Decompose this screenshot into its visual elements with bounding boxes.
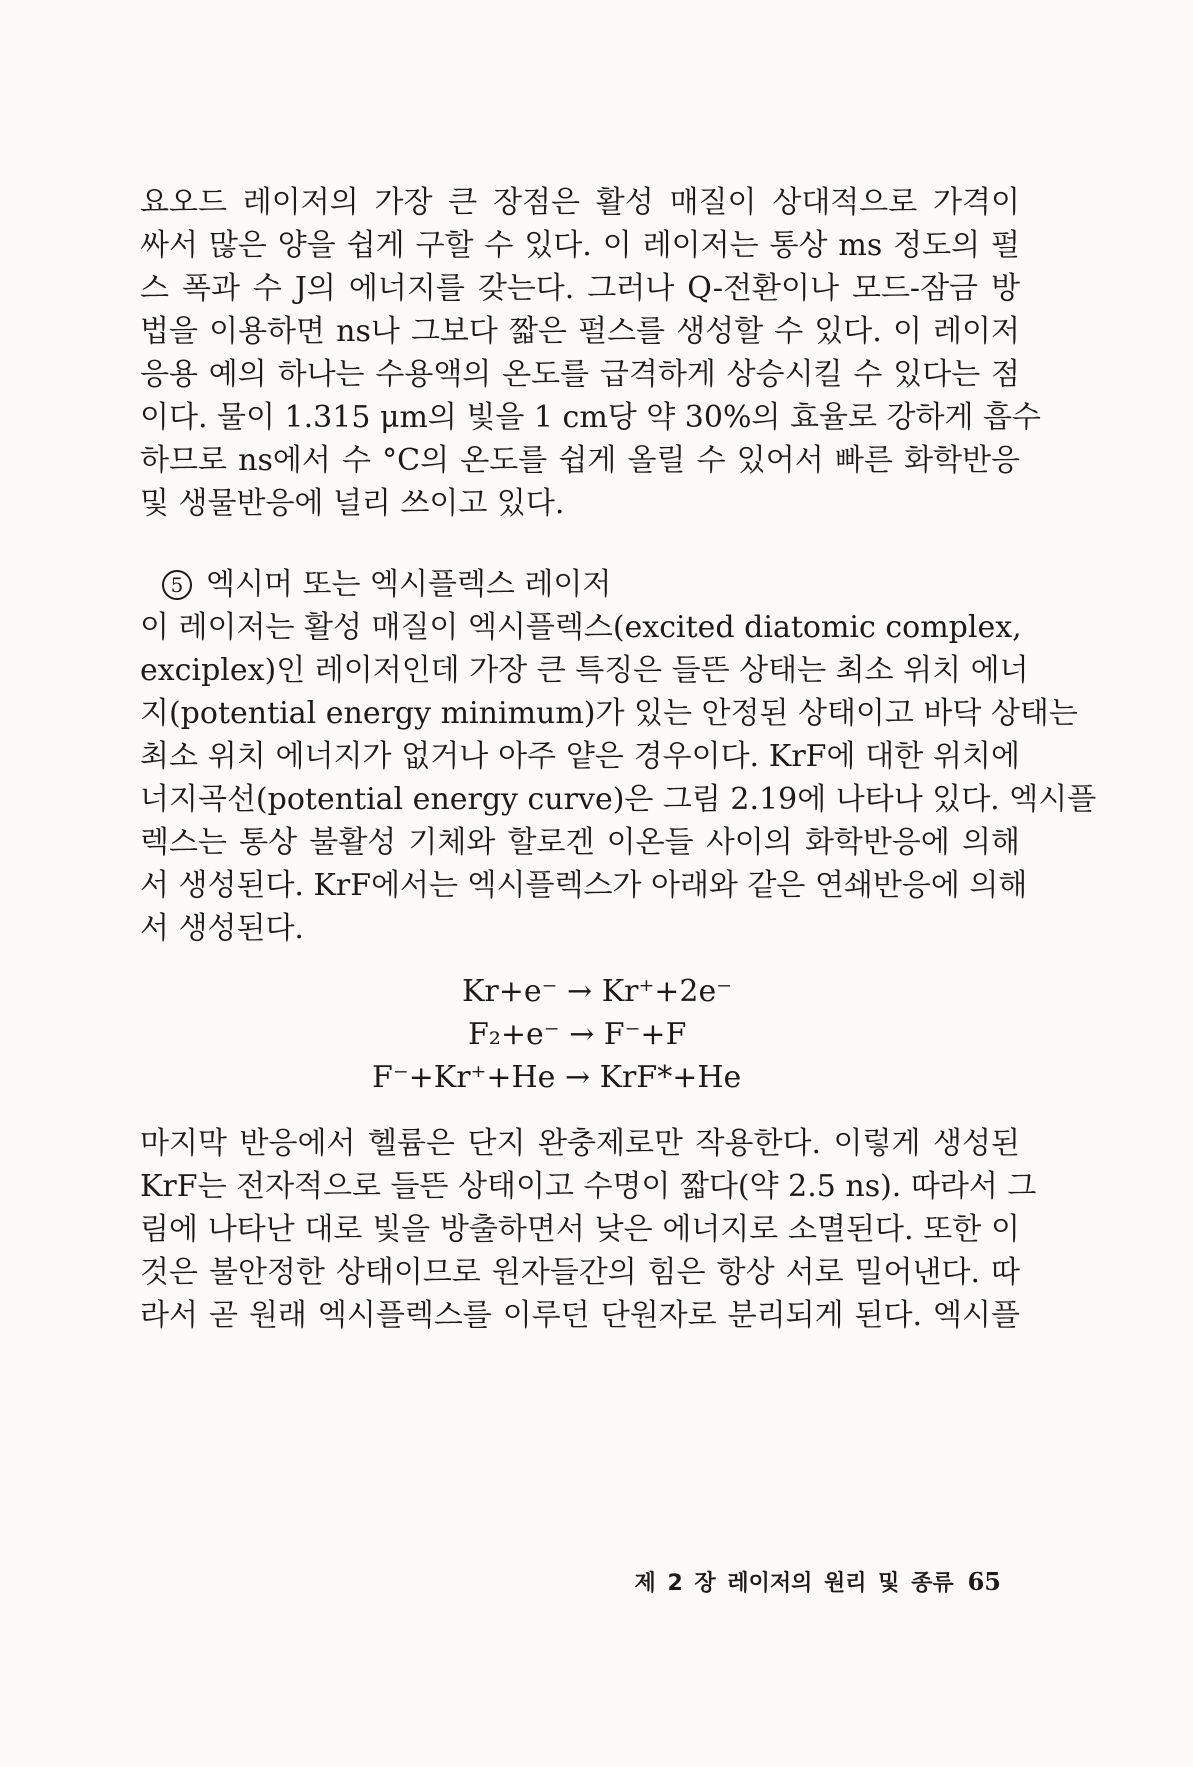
chapter-title: 제 2 장 레이저의 원리 및 종류 bbox=[634, 1571, 954, 1596]
section-number: 5 bbox=[162, 570, 192, 600]
paragraph2-line: 서 생성된다. bbox=[140, 911, 304, 946]
paragraph2-line: exciplex)인 레이저인데 가장 큰 특징은 들뜬 상태는 최소 위치 에너 bbox=[140, 653, 1029, 688]
paragraph2-line: 서 생성된다. KrF에서는 엑시플렉스가 아래와 같은 연쇄반응에 의해 bbox=[140, 868, 1028, 903]
paragraph2-line: 렉스는 통상 불활성 기체와 할로겐 이온들 사이의 화학반응에 의해 bbox=[140, 825, 1020, 860]
paragraph3-line: KrF는 전자적으로 들뜬 상태이고 수명이 짧다(약 2.5 ns). 따라서 그 bbox=[140, 1169, 1037, 1204]
paragraph1-line: 및 생물반응에 널리 쓰이고 있다. bbox=[140, 486, 565, 521]
paragraph1-line: 요오드 레이저의 가장 큰 장점은 활성 매질이 상대적으로 가격이 bbox=[140, 185, 1020, 220]
paragraph1-line: 스 폭과 수 J의 에너지를 갖는다. 그러나 Q-전환이나 모드-잠금 방 bbox=[140, 271, 1020, 306]
section-title: 엑시머 또는 엑시플렉스 레이저 bbox=[206, 567, 612, 602]
paragraph3-line: 것은 불안정한 상태이므로 원자들간의 힘은 항상 서로 밀어낸다. 따 bbox=[140, 1255, 1020, 1290]
page-number: 65 bbox=[967, 1567, 1001, 1596]
paragraph2-line: 너지곡선(potential energy curve)은 그림 2.19에 나타나 있다. 엑시플 bbox=[140, 782, 1097, 817]
paragraph3-line: 마지막 반응에서 헬륨은 단지 완충제로만 작용한다. 이렇게 생성된 bbox=[140, 1126, 1020, 1161]
paragraph1-line: 법을 이용하면 ns나 그보다 짧은 펄스를 생성할 수 있다. 이 레이저 bbox=[140, 314, 1020, 349]
paragraph1-line: 싸서 많은 양을 쉽게 구할 수 있다. 이 레이저는 통상 ms 정도의 펄 bbox=[140, 228, 1020, 263]
equation-1: Kr+e⁻ → Kr⁺+2e⁻ bbox=[462, 974, 733, 1009]
paragraph3-line: 림에 나타난 대로 빛을 방출하면서 낮은 에너지로 소멸된다. 또한 이 bbox=[140, 1212, 1020, 1247]
paragraph3-line: 라서 곧 원래 엑시플렉스를 이루던 단원자로 분리되게 된다. 엑시플 bbox=[140, 1298, 1020, 1333]
paragraph2-line: 최소 위치 에너지가 없거나 아주 얕은 경우이다. KrF에 대한 위치에 bbox=[140, 739, 1020, 774]
paragraph1-line: 이다. 물이 1.315 μm의 빛을 1 cm당 약 30%의 효율로 강하게 흡수 bbox=[140, 400, 1041, 435]
paragraph2-line: 지(potential energy minimum)가 있는 안정된 상태이고 바닥 상태는 bbox=[140, 696, 1078, 731]
page-footer bbox=[635, 1567, 1001, 1599]
equation-2: F₂+e⁻ → F⁻+F bbox=[468, 1017, 687, 1052]
paragraph2-line: 이 레이저는 활성 매질이 엑시플렉스(excited diatomic complex, bbox=[140, 610, 1022, 645]
paragraph1-line: 하므로 ns에서 수 °C의 온도를 쉽게 올릴 수 있어서 빠른 화학반응 bbox=[140, 443, 1020, 478]
equation-3: F⁻+Kr⁺+He → KrF*+He bbox=[372, 1060, 742, 1095]
paragraph1-line: 응용 예의 하나는 수용액의 온도를 급격하게 상승시킬 수 있다는 점 bbox=[140, 357, 1020, 392]
section-heading bbox=[162, 565, 611, 605]
